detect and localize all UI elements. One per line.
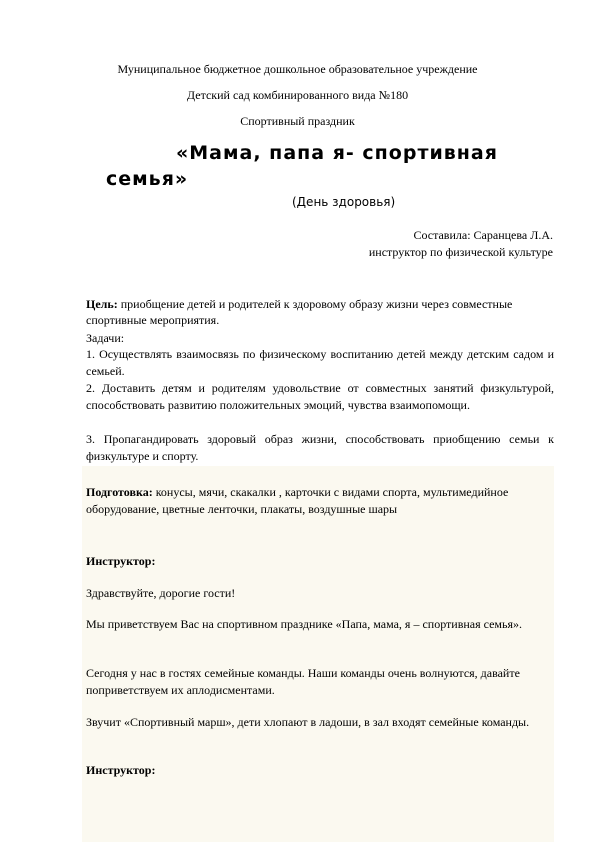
author-name: Составила: Саранцева Л.А. [413,228,553,242]
tasks-label: Задачи: [86,331,125,345]
kindergarten-name: Детский сад комбинированного вида №180 [186,88,409,102]
task-item-3: 3. Пропагандировать здоровый образ жизни, способствовать приобщению семьи к физкультуре и спорту. [86,432,554,463]
teams-paragraph: Сегодня у нас в гостях семейные команды. Наши команды очень волнуются, давайте поприветствуем их аплодисментами. [86,666,520,697]
script-section-background [82,466,554,842]
march-paragraph: Звучит «Спортивный марш», дети хлопают в ладоши, в зал входят семейные команды. [86,715,530,729]
welcome-paragraph: Мы приветствуем Вас на спортивном празднике «Папа, мама, я – спортивная семья». [86,617,523,631]
instructor-label: Инструктор: [86,763,156,777]
preparation-label: Подготовка: [86,485,153,499]
greeting-line: Здравствуйте, дорогие гости! [86,586,236,600]
event-type: Спортивный праздник [240,114,355,128]
goal-label: Цель: [86,297,118,311]
goal-paragraph [86,296,556,328]
instructor-label: Инструктор: [86,554,156,568]
preparation-paragraph [86,484,552,518]
page-title-line-1: «Мама, папа я- спортивная [176,142,498,164]
task-item-2: 2. Доставить детям и родителям удовольствие от совместных занятий физкультурой, способствовать развитию положительных эмоций, чувства взаимопомощи. [86,381,554,412]
page-subtitle: (День здоровья) [292,195,396,209]
author-position: инструктор по физической культуре [368,245,553,259]
institution-name: Муниципальное бюджетное дошкольное образовательное учреждение [117,62,478,76]
page-title-line-2: семья» [106,168,189,190]
task-item-1: 1. Осуществлять взаимосвязь по физическому воспитанию детей между детским садом и семьей. [86,347,554,378]
goal-text: приобщение детей и родителей к здоровому образу жизни через совместные спортивные мероприятия. [86,297,513,327]
preparation-text: конусы, мячи, скакалки , карточки с видами спорта, мультимедийное оборудование, цветные ленточки, плакаты, воздушные шары [86,485,509,516]
